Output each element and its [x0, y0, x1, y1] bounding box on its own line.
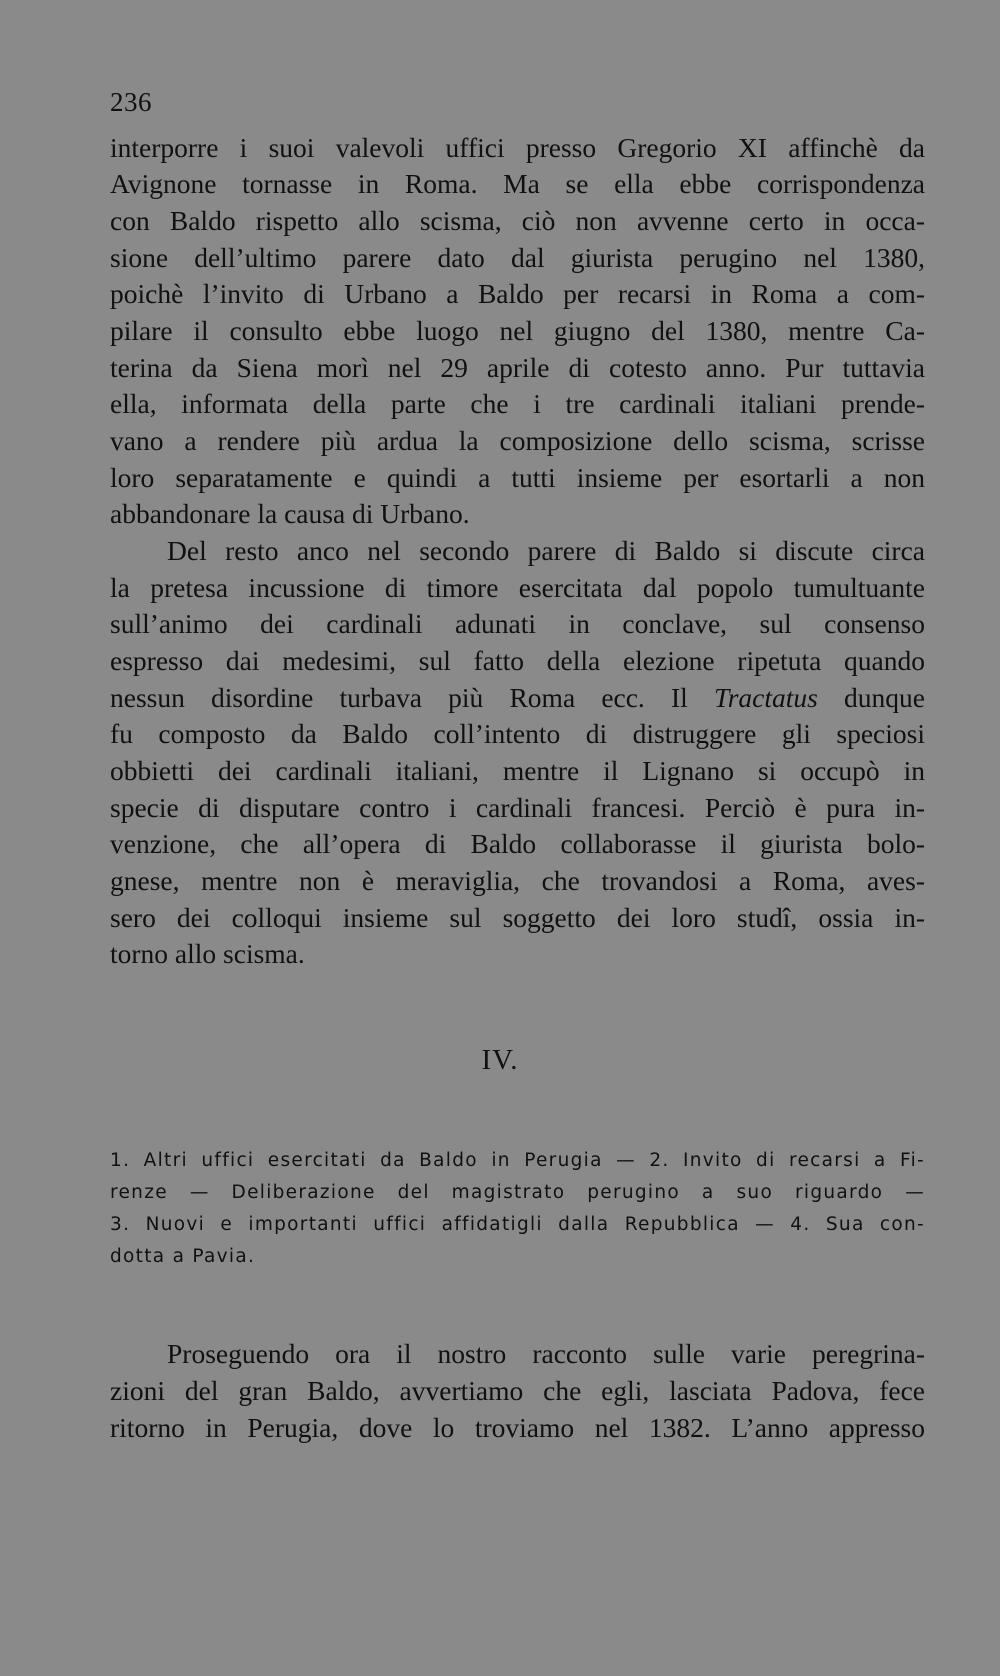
text-line: con Baldo rispetto allo scisma, ciò non avvenne certo in occa- — [110, 205, 925, 236]
text-line: poichè l’invito di Urbano a Baldo per recarsi in Roma a com- — [110, 278, 925, 309]
text-line: sione dell’ultimo parere dato dal giurista perugino nel 1380, — [110, 242, 925, 273]
text-line: espresso dai medesimi, sul fatto della elezione ripetuta quando — [110, 645, 925, 676]
summary-line: 3. Nuovi e importanti uffici affidatigli dalla Repubblica — 4. Sua con- — [110, 1214, 925, 1235]
text-line: Del resto anco nel secondo parere di Baldo si discute circa — [167, 535, 925, 566]
text-line: obbietti dei cardinali italiani, mentre il Lignano si occupò in — [110, 755, 925, 786]
text-line: Avignone tornasse in Roma. Ma se ella ebbe corrispondenza — [110, 168, 925, 199]
text-line: ella, informata della parte che i tre cardinali italiani prende- — [110, 388, 925, 419]
text-segment: nessun disordine turbava più Roma ecc. Il — [110, 682, 714, 713]
text-line: Proseguendo ora il nostro racconto sulle varie peregrina- — [167, 1338, 925, 1369]
section-heading: IV. — [481, 1044, 519, 1076]
text-segment: dunque — [817, 682, 925, 713]
text-line: torno allo scisma. — [110, 938, 305, 969]
text-line — [110, 680, 925, 716]
summary-line: dotta a Pavia. — [110, 1246, 256, 1267]
summary-line: renze — Deliberazione del magistrato perugino a suo riguardo — — [110, 1182, 925, 1203]
italic-title: Tractatus — [713, 682, 818, 713]
text-line: fu composto da Baldo coll’intento di distruggere gli speciosi — [110, 718, 925, 749]
text-line: pilare il consulto ebbe luogo nel giugno del 1380, mentre Ca- — [110, 315, 925, 346]
text-line: la pretesa incussione di timore esercitata dal popolo tumultuante — [110, 572, 925, 603]
text-line: vano a rendere più ardua la composizione dello scisma, scrisse — [110, 425, 925, 456]
text-line: terina da Siena morì nel 29 aprile di cotesto anno. Pur tuttavia — [110, 352, 925, 383]
text-line: gnese, mentre non è meraviglia, che trovandosi a Roma, aves- — [110, 865, 925, 896]
text-line: zioni del gran Baldo, avvertiamo che egli, lasciata Padova, fece — [110, 1375, 925, 1406]
text-line: abbandonare la causa di Urbano. — [110, 498, 470, 529]
text-line: sero dei colloqui insieme sul soggetto dei loro studî, ossia in- — [110, 902, 925, 933]
text-line: sull’animo dei cardinali adunati in conclave, sul consenso — [110, 608, 925, 639]
text-line: venzione, che all’opera di Baldo collaborasse il giurista bolo- — [110, 828, 925, 859]
page-number: 236 — [110, 87, 152, 117]
text-line: specie di disputare contro i cardinali francesi. Perciò è pura in- — [110, 792, 925, 823]
text-line: interporre i suoi valevoli uffici presso Gregorio XI affinchè da — [110, 132, 925, 163]
summary-line: 1. Altri uffici esercitati da Baldo in Perugia — 2. Invito di recarsi a Fi- — [110, 1150, 925, 1171]
text-line: ritorno in Perugia, dove lo troviamo nel 1382. L’anno appresso — [110, 1412, 925, 1443]
text-line: loro separatamente e quindi a tutti insieme per esortarli a non — [110, 462, 925, 493]
